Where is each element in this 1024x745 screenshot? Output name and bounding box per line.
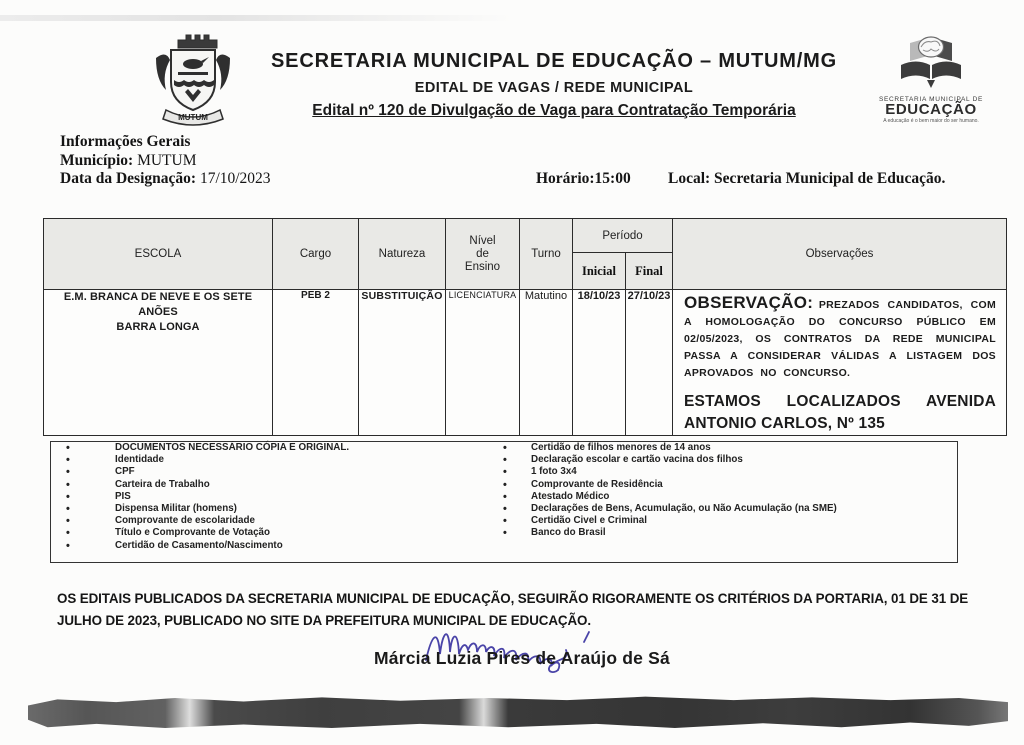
list-item: • Identidade — [51, 454, 491, 466]
info-section-title: Informações Gerais — [60, 133, 191, 150]
observacao-paragraph — [684, 295, 996, 381]
logo-line2: EDUCAÇÃO — [885, 101, 977, 118]
scan-artifact-bottom — [28, 696, 1008, 730]
designation-date-label: Data da Designação: — [60, 170, 197, 187]
list-item: • CPF — [51, 466, 491, 478]
vacancies-table — [43, 218, 1007, 436]
list-item: • 1 foto 3x4 — [491, 466, 837, 478]
escola-line1: E.M. BRANCA DE NEVE E OS SETE ANÕES — [63, 291, 253, 318]
general-info-section — [60, 133, 1000, 189]
col-header-observacoes: Observações — [673, 219, 1007, 290]
col-header-periodo: Período — [573, 219, 673, 253]
table-row — [44, 290, 1007, 436]
mutum-coat-of-arms-icon — [138, 30, 248, 130]
horario-value: Horário:15:00 — [536, 170, 631, 187]
col-header-inicial: Inicial — [573, 253, 626, 290]
page-subtitle: EDITAL DE VAGAS / REDE MUNICIPAL — [414, 80, 694, 96]
col-header-final: Final — [626, 253, 673, 290]
cell-escola — [44, 290, 273, 436]
observacao-body: PREZADOS CANDIDATOS, COM A HOMOLOGAÇÃO DO CONCURSO PÚBLICO EM 02/05/2023, OS CONTRATOS DA REDE MUNICIPAL PASSA A CONSIDERAR VÁLIDAS A LISTAGEM DOS APROVADOS NO CONCURSO. — [684, 299, 996, 379]
designation-line — [60, 170, 1000, 189]
list-item: • Certidão de filhos menores de 14 anos — [491, 442, 837, 454]
publication-notice: OS EDITAIS PUBLICADOS DA SECRETARIA MUNICIPAL DE EDUCAÇÃO, SEGUIRÃO RIGORAMENTE OS CRITÉRIOS DA PORTARIA, 01 DE 31 DE JULHO DE 2023, PUBLICADO NO SITE DA PREFEITURA MUNICIPAL DE EDUCAÇÃO. — [57, 591, 969, 628]
list-item: • Certidão de Casamento/Nascimento — [51, 540, 491, 552]
col-header-nivel — [446, 219, 520, 290]
list-item: • Carteira de Trabalho — [51, 479, 491, 491]
list-item: • Comprovante de Residência — [491, 479, 837, 491]
list-item: • Declarações de Bens, Acumulação, ou Não Acumulação (na SME) — [491, 503, 837, 515]
document-header — [262, 50, 846, 120]
signer-name: Márcia Luzia Pires de Araújo de Sá — [374, 648, 670, 668]
list-item: • Certidão Civel e Criminal — [491, 515, 837, 527]
cell-cargo: PEB 2 — [273, 290, 359, 436]
logo-tagline: A educação é o bem maior do ser humano. — [883, 118, 979, 124]
scan-artifact-top — [0, 15, 540, 21]
list-item: • Atestado Médico — [491, 491, 837, 503]
required-documents-box — [50, 441, 958, 563]
escola-line2: BARRA LONGA — [116, 321, 200, 333]
list-item: • Título e Comprovante de Votação — [51, 527, 491, 539]
cell-observacoes — [673, 290, 1007, 436]
municipio-label: Município: — [60, 151, 134, 169]
observacao-title: OBSERVAÇÃO: — [684, 293, 814, 312]
cell-turno: Matutino — [520, 290, 573, 436]
documents-list-right — [491, 442, 837, 562]
col-header-natureza: Natureza — [359, 219, 446, 290]
municipio-value: MUTUM — [137, 151, 197, 169]
observacao-address: ESTAMOS LOCALIZADOS AVENIDA ANTONIO CARLOS, Nº 135 — [684, 393, 996, 432]
edital-number-line: Edital nº 120 de Divulgação de Vaga para Contratação Temporária — [312, 102, 796, 119]
col-header-turno: Turno — [520, 219, 573, 290]
list-item: • Banco do Brasil — [491, 527, 837, 539]
page-title: SECRETARIA MUNICIPAL DE EDUCAÇÃO – MUTUM/MG — [271, 50, 837, 72]
list-item: • Dispensa Militar (homens) — [51, 503, 491, 515]
list-item: • Declaração escolar e cartão vacina dos filhos — [491, 454, 837, 466]
coat-banner-text: MUTUM — [178, 113, 208, 122]
cell-periodo-final: 27/10/23 — [626, 290, 673, 436]
col-header-nivel-label: Nível de Ensino — [464, 234, 501, 273]
col-header-cargo: Cargo — [273, 219, 359, 290]
education-secretariat-logo — [866, 34, 996, 138]
cell-nivel: LICENCIATURA — [446, 290, 520, 436]
logo-line1: SECRETARIA MUNICIPAL DE — [878, 96, 984, 103]
documents-list-left — [51, 442, 491, 562]
designation-date-value: 17/10/2023 — [199, 170, 271, 187]
cell-natureza: SUBSTITUIÇÃO — [359, 290, 446, 436]
education-logo-icon — [893, 34, 969, 90]
cell-periodo-inicial: 18/10/23 — [573, 290, 626, 436]
local-value: Local: Secretaria Municipal de Educação. — [668, 170, 946, 187]
list-item: • Comprovante de escolaridade — [51, 515, 491, 527]
municipio-line — [60, 152, 1000, 171]
col-header-escola: ESCOLA — [44, 219, 273, 290]
list-item: • PIS — [51, 491, 491, 503]
list-item: • DOCUMENTOS NECESSÁRIO CÓPIA E ORIGINAL. — [51, 442, 491, 454]
